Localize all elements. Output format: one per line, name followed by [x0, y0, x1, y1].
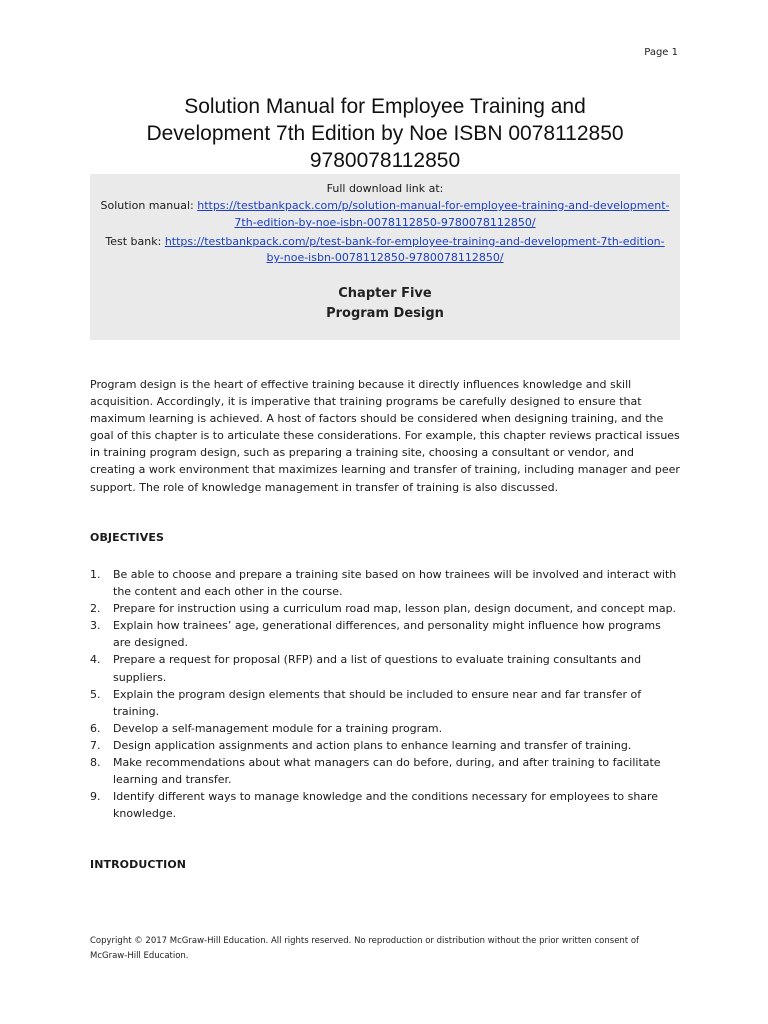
paragraph-line: acquisition. Accordingly, it is imperative that training programs be carefully designed to ensure that	[90, 395, 642, 409]
objective-item	[90, 566, 680, 600]
objectives-list	[90, 566, 680, 822]
objective-item	[90, 788, 680, 822]
objective-number: 3.	[90, 619, 101, 633]
objective-line: suppliers.	[113, 670, 167, 684]
chapter-name: Program Design	[326, 306, 444, 321]
objective-item	[90, 686, 680, 720]
title-line: 9780078112850	[309, 149, 461, 172]
objective-item	[90, 617, 680, 651]
test-bank-label: Test bank:	[105, 235, 165, 248]
objective-item	[90, 720, 680, 737]
full-download-label: Full download link at:	[326, 182, 444, 195]
title-line: Solution Manual for Employee Training and	[184, 95, 586, 118]
test-bank-link[interactable]: https://testbankpack.com/p/test-bank-for-employee-training-and-development-7th-edition-	[164, 235, 665, 248]
objective-line: Be able to choose and prepare a training site based on how trainees will be involved and interact with	[113, 568, 677, 581]
chapter-number: Chapter Five	[338, 286, 432, 301]
objective-line: Develop a self-management module for a training program.	[113, 721, 443, 735]
solution-manual-label: Solution manual:	[100, 199, 198, 212]
title-line: Development 7th Edition by Noe ISBN 0078112850	[146, 122, 624, 145]
objective-number: 7.	[90, 738, 101, 752]
paragraph-line: maximum learning is achieved. A host of factors should be considered when designing training, and the	[90, 412, 664, 426]
objective-line: Prepare for instruction using a curriculum road map, lesson plan, design document, and concept map.	[113, 602, 677, 616]
paragraph-line: Program design is the heart of effective training because it directly influences knowledge and skill	[90, 378, 632, 391]
objective-line: training.	[113, 704, 160, 718]
paragraph-line: in training program design, such as preparing a training site, choosing a consultant or vendor, and	[90, 446, 634, 460]
solution-manual-row-cont	[90, 214, 680, 231]
objective-item	[90, 600, 680, 617]
document-title	[90, 93, 680, 174]
objective-number: 8.	[90, 756, 101, 770]
objective-number: 1.	[90, 568, 101, 581]
objective-number: 6.	[90, 721, 101, 735]
objective-number: 5.	[90, 687, 101, 701]
copyright-footer	[90, 934, 680, 963]
paragraph-line: goal of this chapter is to articulate these considerations. For example, this chapter reviews practical issues	[90, 429, 680, 443]
objective-line: Make recommendations about what managers can do before, during, and after training to facilitate	[113, 756, 661, 770]
footer-line: McGraw-Hill Education.	[90, 950, 189, 961]
test-bank-row	[90, 233, 680, 250]
objective-line: Explain the program design elements that should be included to ensure near and far transfer of	[113, 687, 642, 701]
objective-line: Identify different ways to manage knowledge and the conditions necessary for employees to share	[113, 790, 659, 804]
objective-line: the content and each other in the course.	[113, 585, 343, 599]
test-bank-link-cont[interactable]: by-noe-isbn-0078112850-9780078112850/	[266, 251, 504, 264]
objective-number: 2.	[90, 602, 101, 616]
paragraph-line: creating a work environment that maximizes learning and transfer of training, including manager and peer	[90, 463, 680, 477]
objective-item	[90, 754, 680, 788]
test-bank-row-cont	[90, 249, 680, 266]
download-banner	[90, 174, 680, 340]
objective-line: Explain how trainees’ age, generational differences, and personality might influence how programs	[113, 619, 661, 633]
paragraph-line: support. The role of knowledge management in transfer of training is also discussed.	[90, 480, 559, 494]
objective-line: Design application assignments and action plans to enhance learning and transfer of training.	[113, 738, 632, 752]
objective-item	[90, 651, 680, 685]
objective-line: Prepare a request for proposal (RFP) and a list of questions to evaluate training consultants and	[113, 653, 642, 667]
page-number: Page 1	[644, 47, 678, 58]
intro-paragraph	[90, 376, 680, 496]
objectives-heading: OBJECTIVES	[90, 531, 164, 544]
objective-number: 4.	[90, 653, 101, 667]
objective-line: learning and transfer.	[113, 773, 232, 787]
objective-item	[90, 737, 680, 754]
objective-line: are designed.	[113, 636, 189, 650]
solution-manual-row	[90, 197, 680, 214]
objective-line: knowledge.	[113, 807, 177, 821]
solution-manual-link-cont[interactable]: 7th-edition-by-noe-isbn-0078112850-9780078112850/	[234, 216, 536, 229]
chapter-heading	[90, 284, 680, 324]
objective-number: 9.	[90, 790, 101, 804]
solution-manual-link[interactable]: https://testbankpack.com/p/solution-manual-for-employee-training-and-development-	[197, 199, 670, 212]
footer-line: Copyright © 2017 McGraw-Hill Education. All rights reserved. No reproduction or distribution without the prior written consent of	[90, 936, 640, 946]
introduction-heading: INTRODUCTION	[90, 858, 187, 871]
